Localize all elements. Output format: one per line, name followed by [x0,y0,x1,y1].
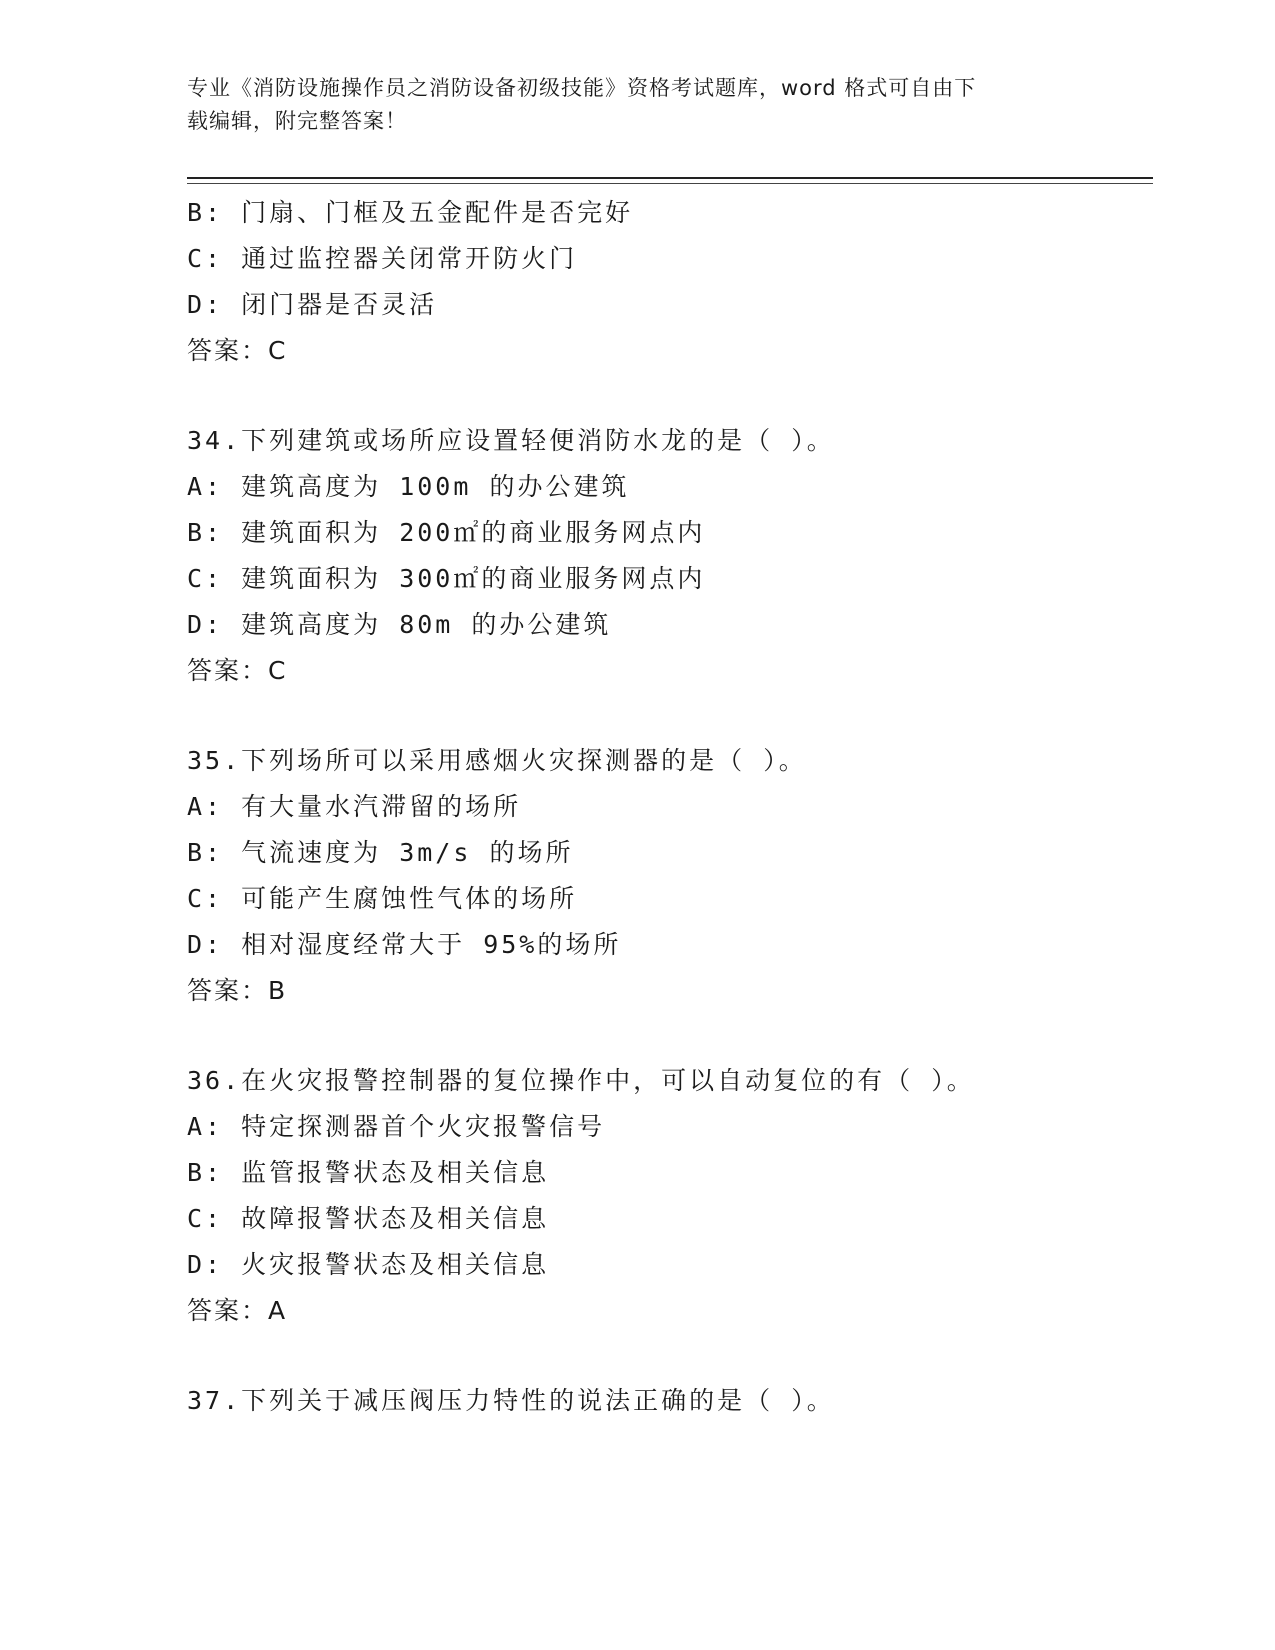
question-34 [187,418,1153,694]
answer: 答案：B [187,976,288,1005]
spacer [187,1334,1153,1378]
header-rule-thick [187,177,1153,179]
question-text: 36.在火灾报警控制器的复位操作中，可以自动复位的有（ ）。 [187,1066,975,1095]
header-rule-thin [187,183,1153,184]
option-b: B: 建筑面积为 200㎡的商业服务网点内 [187,518,706,547]
option-d: D: 闭门器是否灵活 [187,290,438,319]
option-c: C: 故障报警状态及相关信息 [187,1204,550,1233]
question-36 [187,1058,1153,1334]
header-line-1: 专业《消防设施操作员之消防设备初级技能》资格考试题库，word 格式可自由下 [187,76,977,100]
question-text: 35.下列场所可以采用感烟火灾探测器的是（ ）。 [187,746,807,775]
spacer [187,694,1153,738]
question-37 [187,1378,1153,1424]
option-b: B: 监管报警状态及相关信息 [187,1158,550,1187]
option-c: C: 通过监控器关闭常开防火门 [187,244,578,273]
option-a: A: 建筑高度为 100m 的办公建筑 [187,472,630,501]
answer: 答案：C [187,656,288,685]
option-b: B: 气流速度为 3m/s 的场所 [187,838,574,867]
option-d: D: 建筑高度为 80m 的办公建筑 [187,610,612,639]
option-d: D: 火灾报警状态及相关信息 [187,1250,550,1279]
answer: 答案：A [187,1296,288,1325]
header-line-2: 载编辑，附完整答案！ [187,109,407,133]
spacer [187,374,1153,418]
question-33 [187,190,1153,374]
spacer [187,1014,1153,1058]
question-35 [187,738,1153,1014]
answer: 答案：C [187,336,288,365]
option-b: B: 门扇、门框及五金配件是否完好 [187,198,634,227]
question-text: 37.下列关于减压阀压力特性的说法正确的是（ ）。 [187,1386,835,1415]
option-c: C: 建筑面积为 300㎡的商业服务网点内 [187,564,706,593]
document-header [187,72,1067,138]
question-text: 34.下列建筑或场所应设置轻便消防水龙的是（ ）。 [187,426,835,455]
option-d: D: 相对湿度经常大于 95%的场所 [187,930,622,959]
option-a: A: 特定探测器首个火灾报警信号 [187,1112,606,1141]
option-a: A: 有大量水汽滞留的场所 [187,792,522,821]
question-list [187,190,1153,1424]
option-c: C: 可能产生腐蚀性气体的场所 [187,884,578,913]
